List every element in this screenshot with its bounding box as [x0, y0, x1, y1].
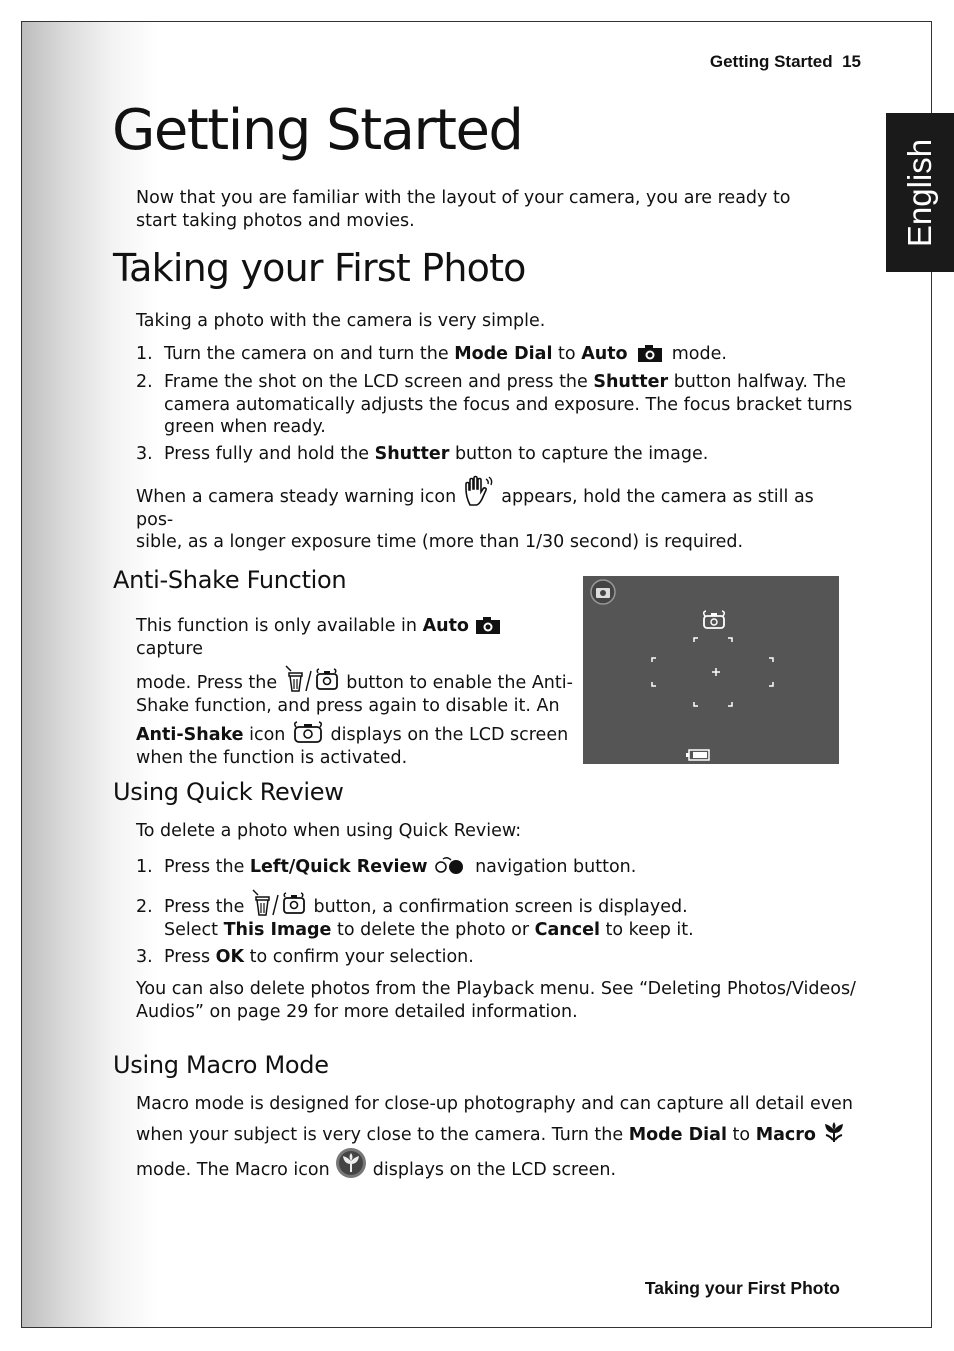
list-item — [136, 371, 856, 439]
step-text: green when ready. — [164, 417, 326, 437]
antishake-indicator-icon — [704, 611, 725, 628]
step-text: mode. — [666, 344, 727, 364]
bold-term: Mode Dial — [628, 1124, 727, 1145]
step-number: 1. — [136, 857, 153, 877]
step-text: Press — [164, 947, 216, 967]
subsection-title-anti-shake: Anti-Shake Function — [113, 566, 347, 594]
step-text: Press the — [164, 897, 250, 917]
bold-term: Mode Dial — [454, 344, 553, 364]
bold-term: Left/Quick Review — [249, 857, 428, 877]
quick-review-icon — [434, 854, 466, 876]
paragraph-text: when your subject is very close to the camera. Turn the — [136, 1124, 629, 1145]
paragraph-text: icon — [243, 725, 291, 745]
paragraph-text: Shake function, and press again to disable it. An — [136, 695, 560, 716]
step-text: button halfway. The — [668, 372, 847, 392]
list-item — [136, 343, 727, 366]
step-text: to — [552, 344, 582, 364]
focus-bracket — [652, 638, 773, 706]
paragraph-text: displays on the LCD screen. — [367, 1160, 617, 1180]
step-text: to keep it. — [599, 919, 694, 940]
battery-icon — [686, 750, 709, 760]
bold-term: This Image — [223, 919, 332, 940]
bold-term: Macro — [755, 1124, 816, 1145]
camera-auto-icon — [475, 617, 501, 635]
paragraph-text: mode. Press the — [136, 673, 283, 693]
bold-term: Auto — [422, 616, 469, 636]
language-tab — [886, 113, 954, 272]
paragraph-text: Macro mode is designed for close-up photography and can capture all detail even — [136, 1094, 853, 1114]
bold-term: Anti-Shake — [136, 725, 244, 745]
lcd-screen-illustration — [583, 576, 839, 764]
step-text: to delete the photo or — [331, 919, 535, 940]
camera-auto-icon — [637, 345, 663, 363]
macro-paragraph — [136, 1093, 856, 1182]
paragraph-text: button to enable the Anti- — [340, 673, 573, 693]
page-title: Getting Started — [112, 98, 523, 163]
language-tab-label: English — [901, 138, 938, 247]
step-text: Frame the shot on the LCD screen and press the — [164, 372, 594, 392]
lcd-overlay — [583, 576, 839, 764]
subsection-title-macro: Using Macro Mode — [113, 1051, 329, 1079]
step-number: 3. — [136, 947, 153, 967]
macro-flower-icon — [821, 1121, 847, 1143]
paragraph-text: capture — [136, 638, 203, 659]
list-item — [136, 946, 474, 969]
subsection-title-quick-review: Using Quick Review — [113, 778, 344, 806]
camera-mode-icon — [591, 580, 615, 604]
bold-term: Cancel — [534, 919, 600, 940]
footer-title: Taking your First Photo — [644, 1278, 840, 1298]
paragraph-text: to — [726, 1124, 756, 1145]
step-number: 3. — [136, 444, 153, 464]
section-title: Taking your First Photo — [113, 246, 526, 290]
quick-review-note — [136, 978, 856, 1023]
intro-paragraph: Now that you are familiar with the layout of your camera, you are ready to start taking photos and movies. — [136, 188, 791, 231]
macro-circle-icon — [335, 1147, 367, 1179]
trash-antishake-icon — [283, 663, 341, 693]
anti-shake-paragraph — [136, 615, 576, 769]
step-text: Turn the camera on and turn the — [164, 344, 455, 364]
step-text: button, a confirmation screen is displayed. — [307, 897, 688, 917]
steady-warning-paragraph — [136, 486, 856, 554]
list-item — [136, 856, 636, 879]
list-item — [136, 443, 708, 466]
step-text: Press fully and hold the — [164, 444, 375, 464]
step-number: 1. — [136, 344, 153, 364]
paragraph-text: displays on the LCD screen — [324, 725, 569, 745]
paragraph-text: When a camera steady warning icon — [136, 487, 462, 507]
running-header: Getting Started 15 — [709, 52, 861, 71]
step-text: navigation button. — [469, 857, 637, 877]
quick-review-intro: To delete a photo when using Quick Review: — [136, 821, 522, 841]
paragraph-text: This function is only available in — [136, 616, 423, 636]
paragraph-text: appears, hold the camera as still as pos- — [136, 487, 814, 530]
bold-term: Shutter — [374, 444, 450, 464]
step-text: Press the — [164, 857, 250, 877]
trash-antishake-icon — [250, 887, 308, 917]
antishake-icon — [291, 721, 325, 743]
step-number: 2. — [136, 372, 153, 392]
paragraph-text: Audios” on page 29 for more detailed information. — [136, 1001, 578, 1022]
paragraph-text: when the function is activated. — [136, 747, 408, 768]
bold-term: Auto — [581, 344, 628, 364]
bold-term: Shutter — [593, 372, 669, 392]
step-text: button to capture the image. — [449, 444, 709, 464]
hand-shake-icon — [462, 475, 496, 507]
step-text: camera automatically adjusts the focus and exposure. The focus bracket turns — [164, 394, 853, 415]
step-text: to confirm your selection. — [244, 947, 474, 967]
bold-term: OK — [215, 947, 245, 967]
step-number: 2. — [136, 897, 153, 917]
list-item — [136, 896, 856, 941]
paragraph-text: You can also delete photos from the Playback menu. See “Deleting Photos/Videos/ — [136, 979, 856, 999]
paragraph-text: sible, as a longer exposure time (more than 1/30 second) is required. — [136, 532, 744, 552]
paragraph-text: mode. The Macro icon — [136, 1160, 336, 1180]
section-intro: Taking a photo with the camera is very simple. — [136, 311, 546, 331]
step-text: Select — [164, 919, 224, 940]
